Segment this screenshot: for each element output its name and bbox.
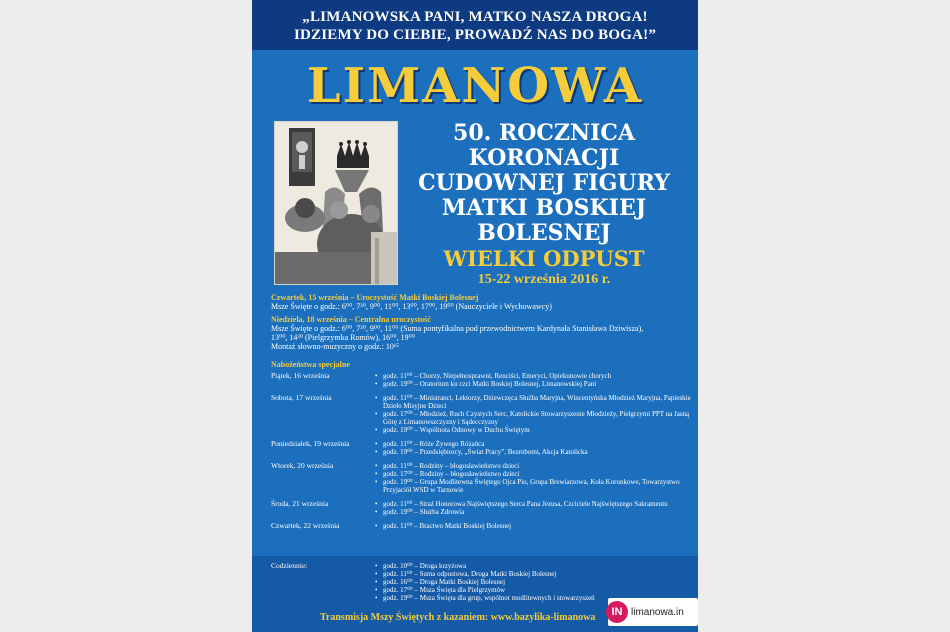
headline-line: MATKI BOSKIEJ bbox=[441, 195, 647, 221]
schedule-row: Czwartek, 22 września • godz. 11⁰⁰ – Bractwo Matki Boskiej Bolesnej bbox=[271, 521, 512, 530]
odpust-title: WIELKI ODPUST bbox=[443, 246, 645, 271]
headline-line: KORONACJI bbox=[468, 145, 620, 171]
sunday-section bbox=[271, 315, 691, 351]
schedule-row: Sobota, 17 września • godz. 11⁰⁰ – Ministranci, Lektorzy, Dziewczęca Służba Maryjna, Wincentyńska Młodzież Maryjna, Papieskie Dzieło Misyjne Dzieci • godz. 17⁰⁰ – Młodzież, Ruch Czystych Serc, Katolickie Stowarzyszenie Młodzieży, Pielgrzymi PPT na Jasną Górę z Limanowszczyzny i Sądecczyzny • godz. 19⁰⁰ – Wspólnota Odnowy w Duchu Świętym bbox=[271, 393, 691, 434]
sunday-title: Niedziela, 18 września – Centralna uroczystość bbox=[271, 315, 431, 324]
slogan bbox=[252, 8, 698, 44]
daily-services bbox=[271, 562, 691, 602]
schedule-item: godz. 17⁰⁰ – Młodzież, Ruch Czystych Serc, Katolickie Stowarzyszenie Młodzieży, Pielgrzymi PPT na Jasną Górę z Limanowszczyzny i Sądecczyzny bbox=[383, 410, 690, 426]
sunday-line: Msze Święte o godz.: 6⁰⁰, 7³⁰, 9⁰⁰, 11⁰⁰ (Suma pontyfikalna pod przewodnictwem Kardynała Stanisława Dziwisza), bbox=[271, 324, 644, 333]
event-dates: 15-22 września 2016 r. bbox=[477, 272, 611, 287]
slogan-line-2: IDZIEMY DO CIEBIE, PROWADŹ NAS DO BOGA!” bbox=[293, 27, 657, 43]
schedule-row: Poniedziałek, 19 września • godz. 11⁰⁰ – Róże Żywego Różańca • godz. 19⁰⁰ – Przedsiębiorcy, „Świat Pracy”, Bezrobotni, Akcja Katolicka bbox=[271, 439, 588, 456]
headline-line: BOLESNEJ bbox=[477, 220, 611, 246]
headline bbox=[402, 121, 686, 246]
schedule-day: Czwartek, 22 września bbox=[271, 521, 340, 530]
main-services bbox=[271, 293, 691, 355]
daily-item: godz. 11⁰⁰ – Suma odpustowa, Droga Matki Boskiej Bolesnej bbox=[383, 570, 557, 578]
schedule-day: Sobota, 17 września bbox=[271, 393, 332, 402]
city-title: LIMANOWA bbox=[306, 58, 644, 114]
schedule-item: godz. 11⁰⁰ – Chorzy, Niepełnosprawni, Renciści, Emeryci, Opiekunowie chorych bbox=[383, 372, 612, 380]
daily-row: Codziennie: • godz. 10⁰⁰ – Droga krzyżowa • godz. 11⁰⁰ – Suma odpustowa, Droga Matki Boskiej Bolesnej • godz. 16⁰⁰ – Droga Matki Boskiej Bolesnej • godz. 17⁰⁰ – Msza Święta dla Pielgrzymów • godz. 19⁰⁰ – Msza Święta dla grup, wspólnot modlitewnych i stowarzyszeń bbox=[271, 561, 595, 602]
coronation-photo bbox=[274, 121, 398, 285]
schedule-day: Piątek, 16 września bbox=[271, 371, 330, 380]
schedule-item: godz. 19⁰⁰ – Służba Zdrowia bbox=[383, 508, 465, 516]
schedule-item: godz. 17⁰⁰ – Rodziny – błogosławieństwo dzieci bbox=[383, 470, 520, 478]
logo-text: limanowa.in bbox=[631, 606, 684, 618]
schedule-item: godz. 11⁰⁰ – Straż Honorowa Najświętszego Serca Pana Jezusa, Czciciele Najświętszego Sakramentu bbox=[383, 500, 668, 508]
special-title: Nabożeństwa specjalne bbox=[271, 360, 350, 369]
special-services bbox=[271, 361, 691, 536]
site-logo[interactable] bbox=[608, 598, 698, 626]
schedule-row: Środa, 21 września • godz. 11⁰⁰ – Straż Honorowa Najświętszego Serca Pana Jezusa, Czciciele Najświętszego Sakramentu • godz. 19⁰⁰ – Służba Zdrowia bbox=[271, 499, 668, 516]
schedule-day: Środa, 21 września bbox=[271, 499, 329, 508]
daily-item: godz. 10⁰⁰ – Droga krzyżowa bbox=[383, 562, 467, 570]
schedule-item: godz. 19⁰⁰ – Wspólnota Odnowy w Duchu Świętym bbox=[383, 426, 530, 434]
schedule-day: Wtorek, 20 września bbox=[271, 461, 334, 470]
daily-item: godz. 17⁰⁰ – Msza Święta dla Pielgrzymów bbox=[383, 586, 506, 594]
schedule-item: godz. 19⁰⁰ – Przedsiębiorcy, „Świat Pracy”, Bezrobotni, Akcja Katolicka bbox=[383, 448, 588, 456]
daily-item: godz. 16⁰⁰ – Droga Matki Boskiej Bolesnej bbox=[383, 578, 506, 586]
schedule-item: godz. 11⁰⁰ – Ministranci, Lektorzy, Dziewczęca Służba Maryjna, Wincentyńska Młodzież Maryjna, Papieskie Dzieło Misyjne Dzieci bbox=[383, 394, 691, 410]
transmission-footer: Transmisja Mszy Świętych z kazaniem: www.bazylika-limanowa bbox=[320, 612, 596, 623]
schedule-item: godz. 11⁰⁰ – Bractwo Matki Boskiej Bolesnej bbox=[383, 522, 512, 530]
sunday-line: 13⁰⁰, 14³⁰ (Pielgrzymka Romów), 16⁰⁰, 19⁰⁰ bbox=[271, 333, 415, 342]
schedule-item: godz. 11⁰⁰ – Róże Żywego Różańca bbox=[383, 440, 485, 448]
thursday-title: Czwartek, 15 września – Uroczystość Matki Boskiej Bolesnej bbox=[271, 293, 479, 302]
slogan-line-1: „LIMANOWSKA PANI, MATKO NASZA DROGA! bbox=[302, 9, 648, 25]
schedule-day: Poniedziałek, 19 września bbox=[271, 439, 350, 448]
schedule-row: Piątek, 16 września • godz. 11⁰⁰ – Chorzy, Niepełnosprawni, Renciści, Emeryci, Opiekunowie chorych • godz. 19⁰⁰ – Oratorium ku czci Matki Boskiej Bolesnej, Limanowskiej Pani bbox=[271, 371, 612, 388]
schedule-item: godz. 19⁰⁰ – Grupa Modlitewna Świętego Ojca Pio, Grupa Brewiarzowa, Koła Koronkowe, Towarzystwo Przyjaciół WSD w Tarnowie bbox=[383, 478, 680, 494]
daily-item: godz. 19⁰⁰ – Msza Święta dla grup, wspólnot modlitewnych i stowarzyszeń bbox=[383, 594, 595, 602]
headline-line: CUDOWNEJ FIGURY bbox=[418, 170, 670, 196]
thursday-masses: Msze Święte o godz.: 6⁰⁰, 7³⁰, 9⁰⁰, 11⁰⁰, 13⁰⁰, 17⁰⁰, 19⁰⁰ (Nauczyciele i Wychowawcy) bbox=[271, 302, 552, 311]
logo-badge-icon: IN bbox=[606, 601, 628, 623]
schedule-item: godz. 11⁰⁰ – Rodziny – błogosławieństwo dzieci bbox=[383, 462, 520, 470]
poster bbox=[252, 0, 698, 632]
headline-line: 50. ROCZNICA bbox=[453, 120, 635, 146]
schedule-item: godz. 19⁰⁰ – Oratorium ku czci Matki Boskiej Bolesnej, Limanowskiej Pani bbox=[383, 380, 597, 388]
daily-label: Codziennie: bbox=[271, 561, 308, 570]
schedule-row: Wtorek, 20 września • godz. 11⁰⁰ – Rodziny – błogosławieństwo dzieci • godz. 17⁰⁰ – Rodziny – błogosławieństwo dzieci • godz. 19⁰⁰ – Grupa Modlitewna Świętego Ojca Pio, Grupa Brewiarzowa, Koła Koronkowe, Towarzystwo Przyjaciół WSD w Tarnowie bbox=[271, 462, 691, 494]
sunday-line: Montaż słowno-muzyczny o godz.: 10¹⁵ bbox=[271, 342, 400, 351]
thursday-section bbox=[271, 293, 691, 311]
